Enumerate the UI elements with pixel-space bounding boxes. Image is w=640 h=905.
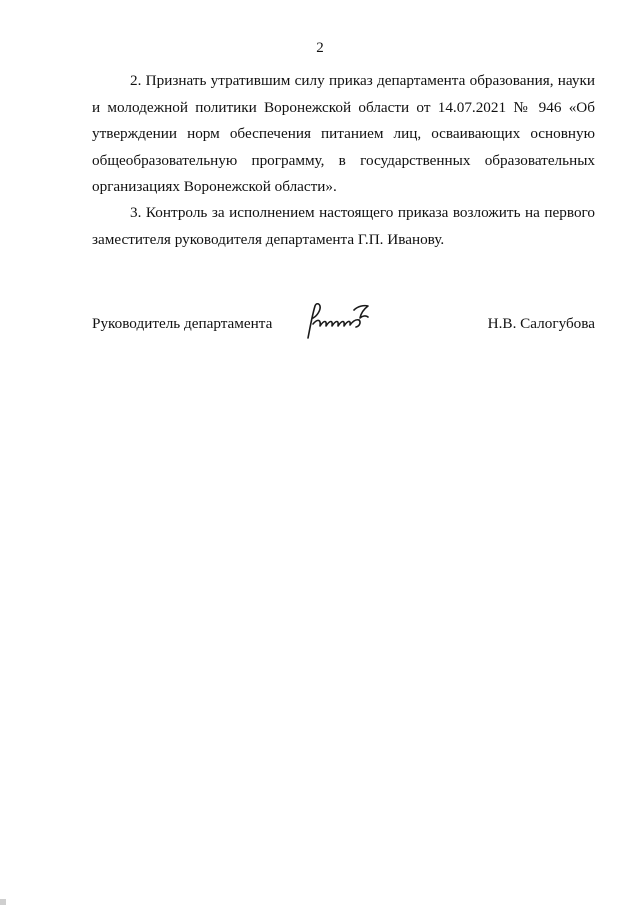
signatory-name: Н.В. Салогубова [487,315,595,332]
signatory-position: Руководитель департамента [92,315,273,332]
signature-block [92,300,595,350]
scan-corner-mark [0,899,6,905]
paragraph-item-2: 2. Признать утратившим силу приказ департамента образования, науки и молодежной политики Воронежской области от 14.07.2021 № 946 «Об утверждении норм обеспечения питанием лиц, осваивающих основную общеобразовательную программу, в государственных образовательных организациях Воронежской области». [92,72,595,195]
handwritten-signature-icon [298,300,376,342]
paragraph-item-3: 3. Контроль за исполнением настоящего приказа возложить на первого заместителя руководителя департамента Г.П. Иванову. [92,204,595,248]
page-number: 2 [316,40,324,56]
